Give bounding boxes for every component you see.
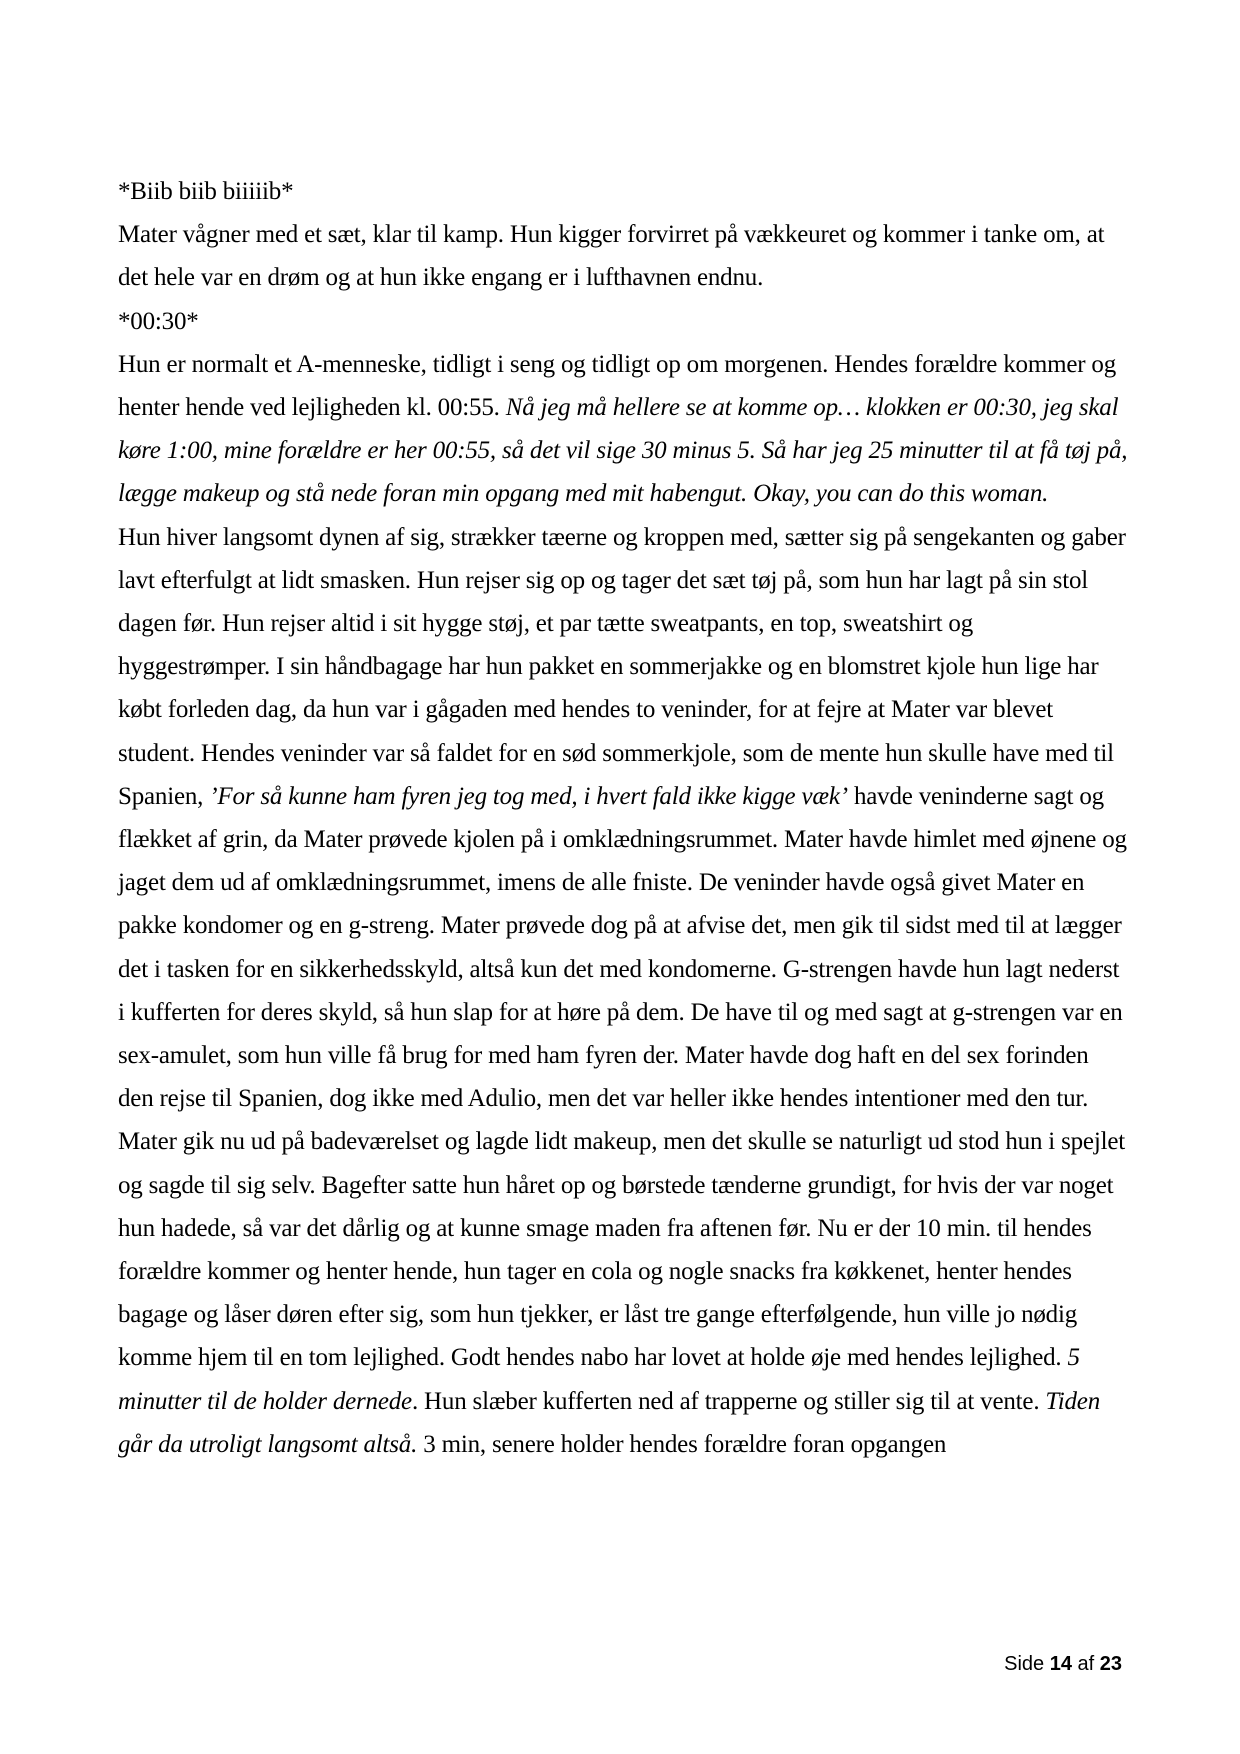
text-run: *00:30*: [118, 307, 199, 335]
footer-of-label: af: [1071, 1653, 1100, 1675]
text-run: . Hun slæber kufferten ned af trapperne og stiller sig til at vente.: [411, 1387, 1046, 1415]
footer-current-page-number: 14: [1049, 1653, 1072, 1675]
italic-text-run: 5 minutter til de holder dernede: [118, 1344, 1080, 1415]
footer-side-label: Side: [1004, 1653, 1050, 1675]
text-run: Mater vågner med et sæt, klar til kamp. Hun kigger forvirret på vækkeuret og kommer i tanke om, at det hele var en drøm og at hun ikke engang er i lufthavnen endnu.: [118, 221, 1105, 292]
page-footer: [982, 1625, 1122, 1703]
paragraph: [118, 343, 1128, 516]
text-run: havde veninderne sagt og flækket af grin, da Mater prøvede kjolen på i omklædningsrummet. Mater havde himlet med øjnene og jaget dem ud af omklædningsrummet, imens de alle fniste. De veninder havde også givet Mater en pakke kondomer og en g-streng. Mater prøvede dog på at afvise det, men gik til sidst med til at lægger det i tasken for en sikkerhedsskyld, altså kun det med kondomerne. G-strengen havde hun lagt nederst i kufferten for deres skyld, så hun slap for at høre på dem. De have til og med sagt at g-strengen var en sex-amulet, som hun ville få brug for med ham fyren der. Mater havde dog haft en del sex forinden den rejse til Spanien, dog ikke med Adulio, men det var heller ikke hendes intentioner med den tur.: [118, 782, 1127, 1113]
text-run: Hun er normalt et A-menneske, tidligt i seng og tidligt op om morgenen. Hendes forældre kommer og henter hende ved lejligheden kl. 00:55.: [118, 350, 1117, 422]
text-run: Hun hiver langsomt dynen af sig, strækker tæerne og kroppen med, sætter sig på sengekanten og gaber lavt efterfulgt at lidt smasken. Hun rejser sig op og tager det sæt tøj på, som hun har lagt på sin stol dagen før. Hun rejser altid i sit hygge støj, et par tætte sweatpants, en top, sweatshirt og hyggestrømper. I sin håndbagage har hun pakket en sommerjakke og en blomstret kjole hun lige har købt forleden dag, da hun var i gågaden med hendes to veninder, for at fejre at Mater var blevet student. Hendes veninder var så faldet for en sød sommerkjole, som de mente hun skulle have med til Spanien,: [118, 523, 1126, 810]
paragraph: [118, 1120, 1128, 1466]
paragraph: [118, 516, 1128, 1121]
text-run: *Biib biib biiiiib*: [118, 178, 294, 205]
text-run: 3 min, senere holder hendes forældre foran opgangen: [417, 1430, 947, 1458]
italic-text-run: Tiden går da utroligt langsomt altså.: [118, 1387, 1100, 1458]
text-run: Mater gik nu ud på badeværelset og lagde lidt makeup, men det skulle se naturligt ud stod hun i spejlet og sagde til sig selv. Bagefter satte hun håret op og børstede tænderne grundigt, for hvis der var noget hun hadede, så var det dårlig og at kunne smage maden fra aftenen før. Nu er der 10 min. til hendes forældre kommer og henter hende, hun tager en cola og nogle snacks fra køkkenet, henter hendes bagage og låser døren efter sig, som hun tjekker, er låst tre gange efterfølgende, hun ville jo nødig komme hjem til en tom lejlighed. Godt hendes nabo har lovet at holde øje med hendes lejlighed.: [118, 1128, 1125, 1372]
paragraph: [118, 170, 1128, 213]
paragraph: [118, 300, 1128, 343]
footer-total-pages-number: 23: [1099, 1653, 1122, 1675]
paragraph: [118, 213, 1128, 299]
italic-text-run: ’For så kunne ham fyren jeg tog med, i hvert fald ikke kigge væk’: [209, 782, 848, 810]
italic-text-run: Nå jeg må hellere se at komme op… klokken er 00:30, jeg skal køre 1:00, mine forældre er her 00:55, så det vil sige 30 minus 5. Så har jeg 25 minutter til at få tøj på, lægge makeup og stå nede foran min opgang med mit habengut. Okay, you can do this woman.: [118, 394, 1128, 508]
document-body: [118, 170, 1128, 1466]
